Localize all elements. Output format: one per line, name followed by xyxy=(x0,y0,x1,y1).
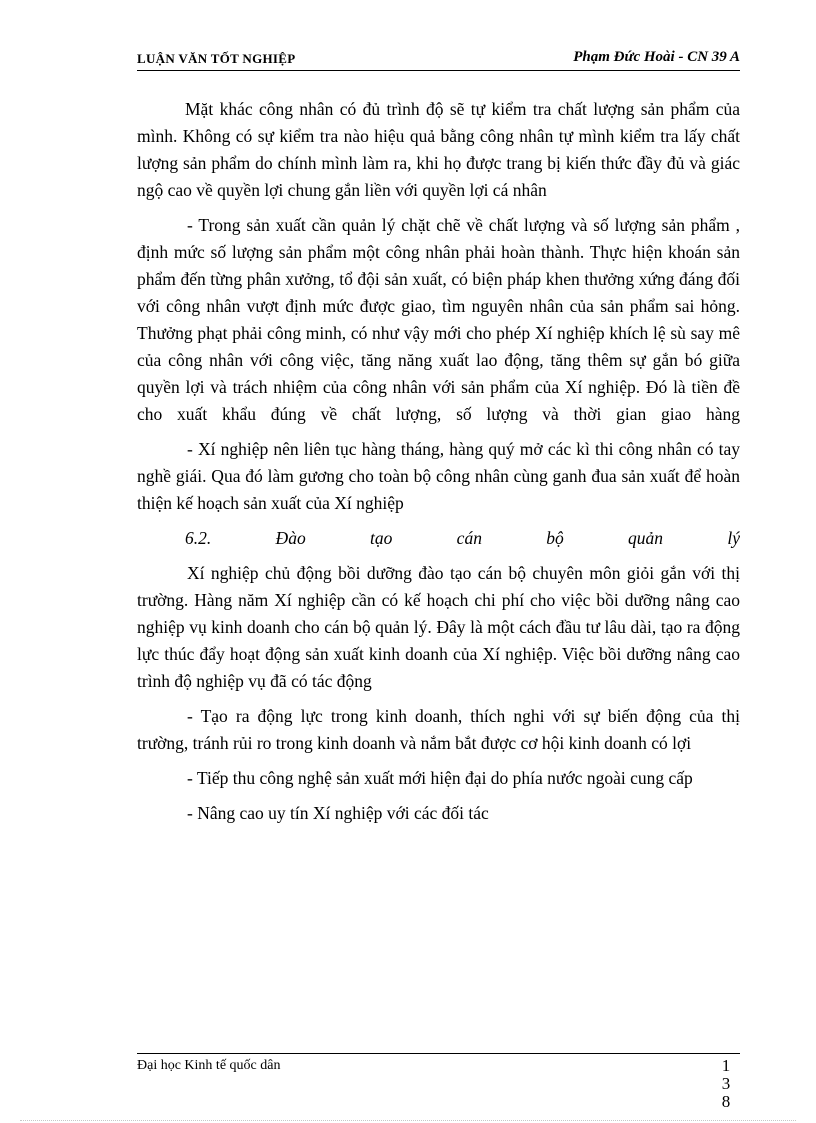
paragraph-6: - Tiếp thu công nghệ sản xuất mới hiện đại do phía nước ngoài cung cấp xyxy=(187,768,693,788)
paragraph-4: Xí nghiệp chủ động bồi dưỡng đào tạo cán bộ chuyên môn giỏi gắn với thị trường. Hàng năm Xí nghiệp cần có kế hoạch chi phí cho việc bồi dưỡng nâng cao nghiệp vụ kinh doanh cho cán bộ quản lý. Đây là một cách đầu tư lâu dài, tạo ra động lực thúc đẩy hoạt động sản xuất kinh doanh của Xí nghiệp. Việc bồi dưỡng nâng cao trình độ nghiệp vụ đã có tác động xyxy=(137,563,740,691)
page-bottom-edge xyxy=(20,1120,796,1121)
header-thesis-title: LUẬN VĂN TỐT NGHIỆP xyxy=(137,51,296,66)
paragraph-7: - Nâng cao uy tín Xí nghiệp với các đối tác xyxy=(187,803,489,823)
page-number-digit: 8 xyxy=(721,1092,731,1111)
page-number-digit: 3 xyxy=(721,1074,731,1093)
header-author: Phạm Đức Hoài - CN 39 A xyxy=(573,49,740,65)
paragraph-3: - Xí nghiệp nên liên tục hàng tháng, hàng quý mở các kì thi công nhân có tay nghề giái. Qua đó làm gương cho toàn bộ công nhân cùng ganh đua sản xuất để hoàn thiện kế hoạch sản xuất của Xí nghiệp xyxy=(137,439,740,513)
document-body xyxy=(137,96,740,835)
footer-university: Đại học Kinh tế quốc dân xyxy=(137,1058,281,1073)
footer-divider xyxy=(137,1053,740,1054)
page-number-digit: 1 xyxy=(721,1056,731,1075)
paragraph-1: Mặt khác công nhân có đủ trình độ sẽ tự kiểm tra chất lượng sản phẩm của mình. Không có sự kiểm tra nào hiệu quả bằng công nhân tự mình kiểm tra lấy chất lượng sản phẩm do chính mình làm ra, khi họ được trang bị kiến thức đầy đủ và giác ngộ cao về quyền lợi chung gắn liền với quyền lợi cá nhân xyxy=(137,99,740,200)
page-number xyxy=(718,1057,734,1111)
paragraph-2: - Trong sản xuất cần quản lý chặt chẽ về chất lượng và số lượng sản phẩm , định mức số lượng sản phẩm một công nhân phải hoàn thành. Thực hiện khoán sản phẩm đến từng phân xưởng, tổ đội sản xuất, có biện pháp khen thưởng xứng đáng đối với công nhân vượt định mức được giao, tìm nguyên nhân của sản phẩm sai hỏng. Thưởng phạt phải công minh, có như vậy mới cho phép Xí nghiệp khích lệ sù say mê của công nhân với công việc, tăng năng xuất lao động, tăng thêm sự gắn bó giữa quyền lợi và trách nhiệm của công nhân với sản phẩm của Xí nghiệp. Đó là tiền đề cho xuất khẩu đúng về chất lượng, số lượng và thời gian giao hàng xyxy=(137,215,740,424)
page-header xyxy=(137,48,740,71)
paragraph-5: - Tạo ra động lực trong kinh doanh, thích nghi với sự biến động của thị trường, tránh rủi ro trong kinh doanh và nắm bắt được cơ hội kinh doanh có lợi xyxy=(137,706,740,753)
section-heading: 6.2. Đào tạo cán bộ quản lý xyxy=(185,528,740,548)
